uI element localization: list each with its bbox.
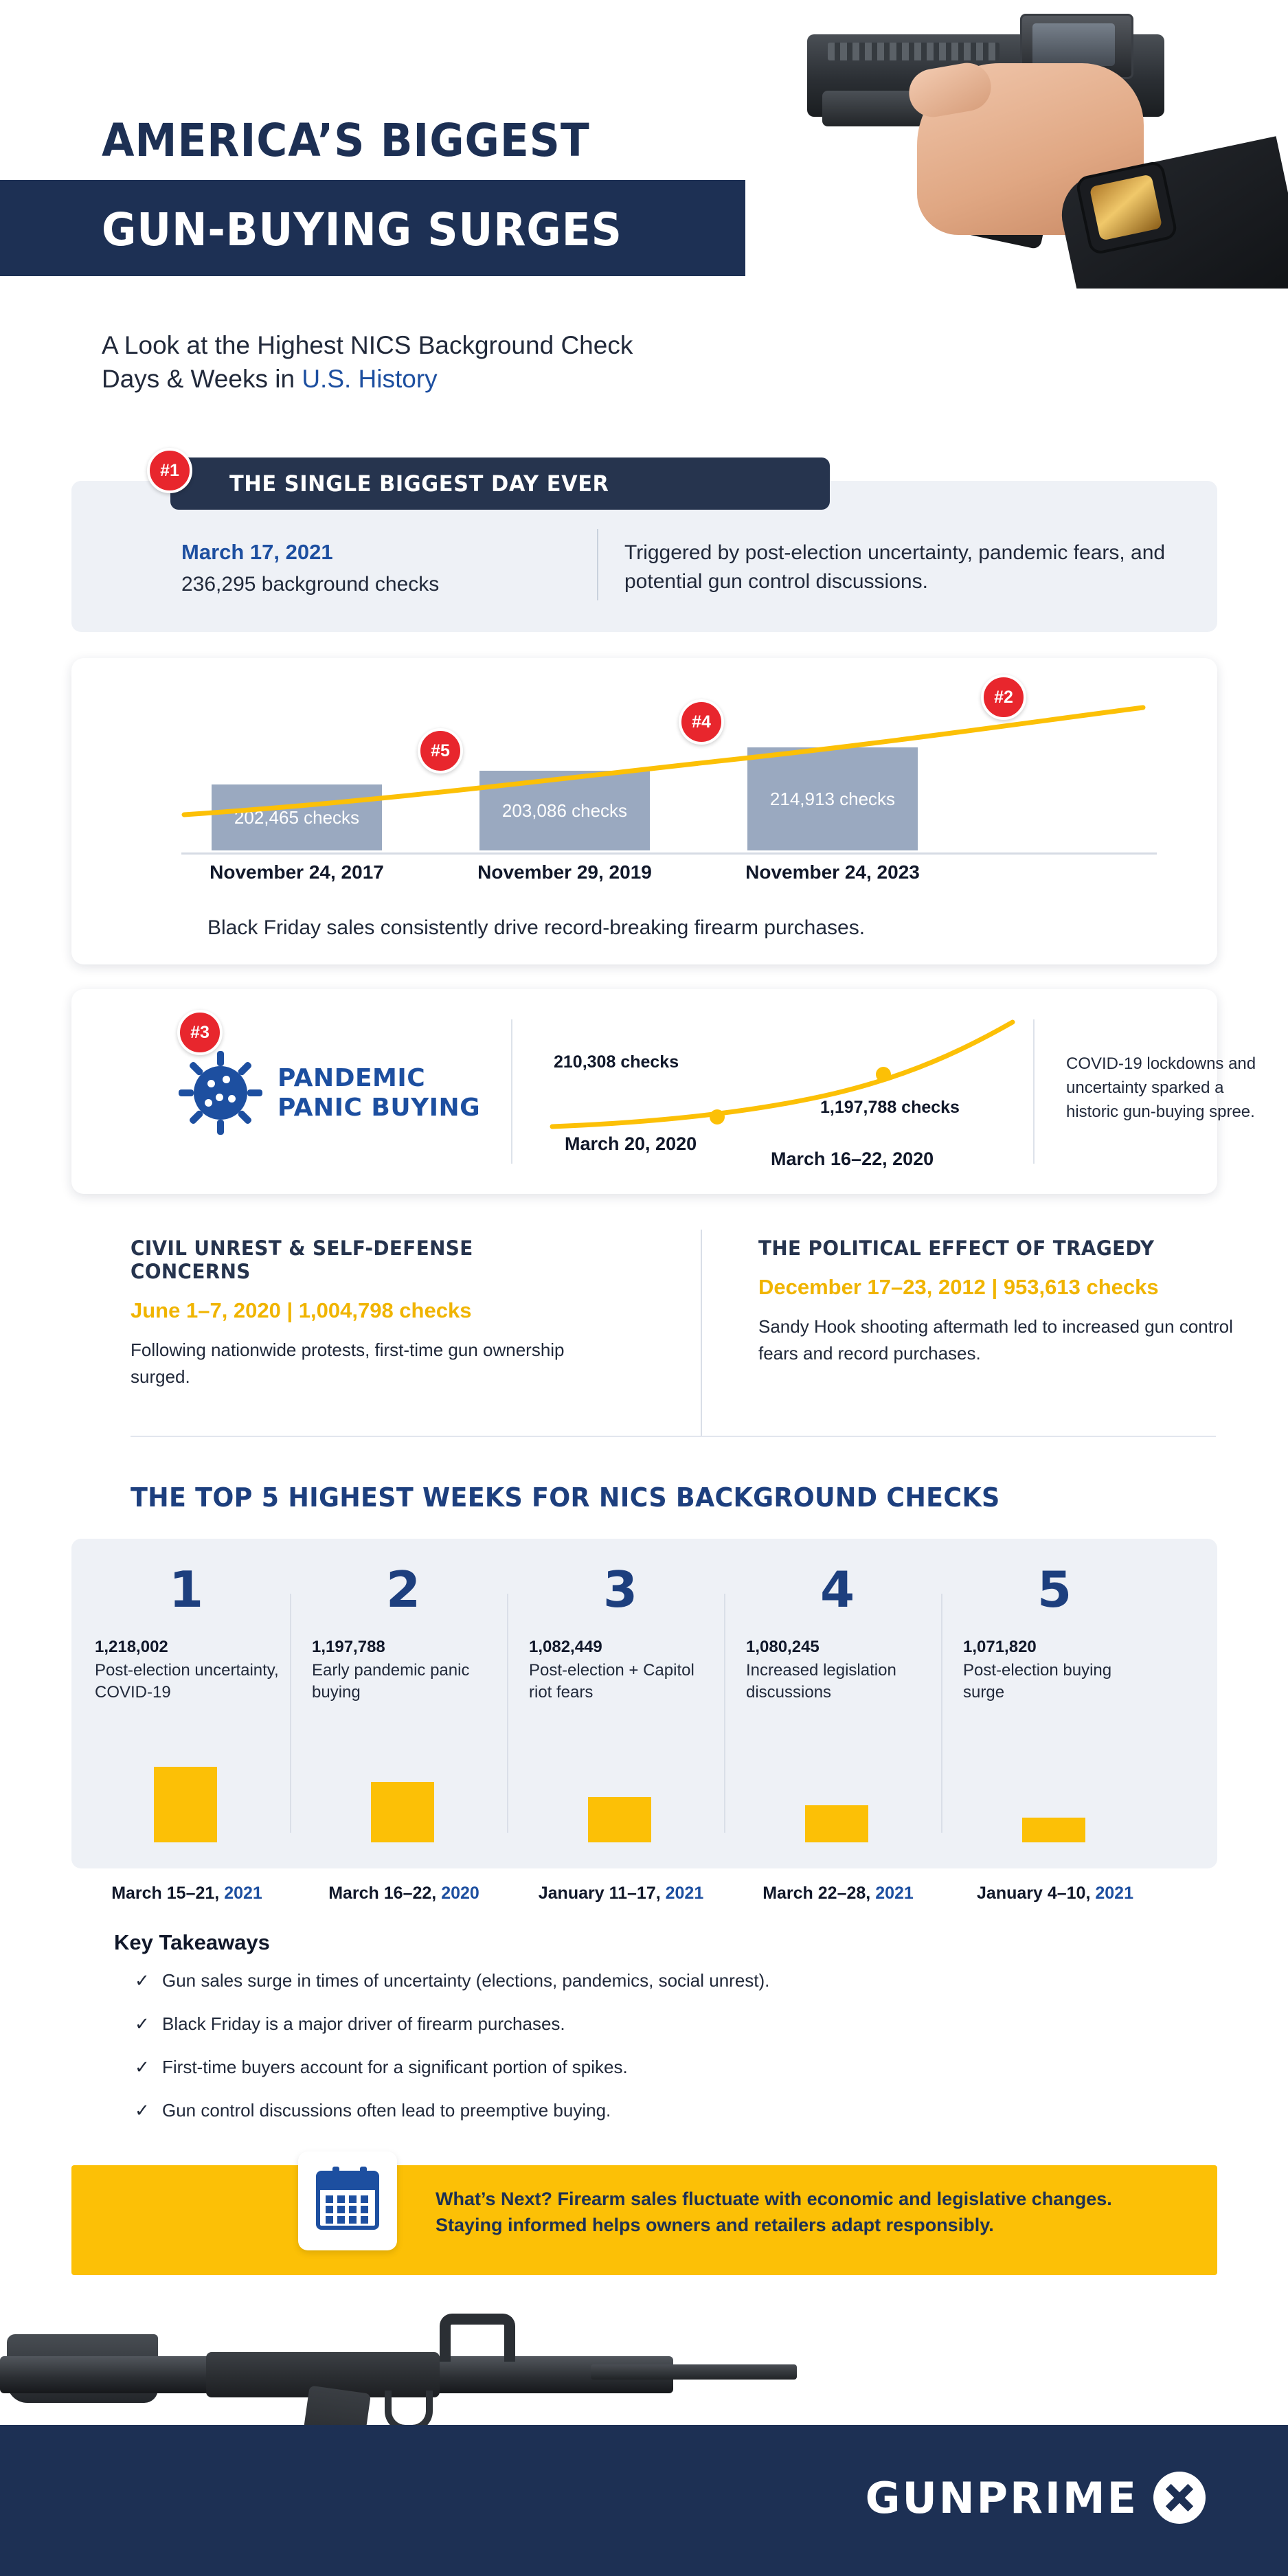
top5-column-1: [80, 1561, 293, 1842]
top5-value-5: 1,071,820: [963, 1638, 1037, 1656]
top5-column-4: [731, 1561, 944, 1842]
top5-date-2-text: March 16–22,: [328, 1884, 442, 1903]
hero-section: [0, 0, 1288, 316]
page-title-line2: GUN-BUYING SURGES: [102, 203, 622, 256]
biggest-day-panel: [71, 460, 1217, 632]
pandemic-point1-value: 210,308 checks: [554, 1052, 679, 1072]
subtitle-line2-accent: U.S. History: [302, 365, 438, 394]
top5-desc-1: Post-election uncertainty, COVID-19: [95, 1661, 279, 1702]
section-rule: [131, 1436, 1216, 1437]
black-friday-date-2023: November 24, 2023: [745, 861, 920, 883]
list-item: [135, 2013, 1165, 2035]
list-item: [135, 2100, 1165, 2121]
check-icon: ✓: [135, 2057, 150, 2077]
top5-rank-3: 3: [602, 1561, 638, 1618]
rank-badge-5: #5: [418, 728, 463, 773]
pandemic-note: COVID-19 lockdowns and uncertainty sparked a historic gun-buying spree.: [1066, 1054, 1256, 1121]
brand-name: GUNPRIME: [865, 2472, 1138, 2523]
top5-date-5-year: 2021: [1095, 1884, 1133, 1903]
top5-date-4-year: 2021: [875, 1884, 914, 1903]
rank-badge-2: #2: [981, 675, 1026, 720]
top5-bar-4: [805, 1805, 868, 1842]
top5-date-2: [287, 1884, 521, 1903]
key-takeaway-text: First-time buyers account for a significant portion of spikes.: [162, 2057, 628, 2077]
top5-title: THE TOP 5 HIGHEST WEEKS FOR NICS BACKGROUND CHECKS: [131, 1482, 1000, 1513]
top5-desc-4: Increased legislation discussions: [746, 1661, 896, 1702]
top5-date-5-text: January 4–10,: [977, 1884, 1096, 1903]
top5-bar-5: [1022, 1818, 1085, 1842]
political-tragedy-stat: December 17–23, 2012 | 953,613 checks: [758, 1275, 1159, 1299]
divider: [701, 1230, 702, 1436]
black-friday-note: Black Friday sales consistently drive record-breaking firearm purchases.: [207, 916, 866, 939]
black-friday-date-2017: November 24, 2017: [210, 861, 384, 883]
top5-desc-3: Post-election + Capitol riot fears: [529, 1661, 694, 1702]
pandemic-title-line2: PANIC BUYING: [278, 1094, 481, 1122]
subtitle-line2: [102, 362, 871, 396]
top5-value-1: 1,218,002: [95, 1638, 168, 1656]
top5-bar-3: [588, 1797, 651, 1842]
top5-desc-2: Early pandemic panic buying: [312, 1661, 470, 1702]
top5-column-5: [948, 1561, 1161, 1842]
black-friday-panel: [71, 658, 1217, 964]
cta-text: What’s Next? Firearm sales fluctuate with economic and legislative changes. Staying informed helps owners and retailers adapt responsibly.: [436, 2189, 1112, 2236]
calendar-icon-box: [298, 2151, 397, 2250]
list-item: [135, 2057, 1165, 2078]
check-icon: ✓: [135, 2013, 150, 2034]
rank-badge-1: #1: [147, 448, 192, 493]
key-takeaway-text: Gun sales surge in times of uncertainty (elections, pandemics, social unrest).: [162, 1970, 770, 1991]
key-takeaways-title: Key Takeaways: [114, 1930, 270, 1954]
key-takeaways-list: [135, 1970, 1165, 2143]
top5-rank-4: 4: [820, 1561, 855, 1618]
bar-2019-label: 203,086 checks: [501, 800, 628, 821]
x-mark-icon: [1153, 2472, 1206, 2524]
pandemic-panel: [71, 989, 1256, 1194]
pistol-photo: [745, 0, 1288, 289]
biggest-day-header: [170, 457, 830, 510]
key-takeaway-text: Black Friday is a major driver of firearm purchases.: [162, 2013, 565, 2034]
bar-2023-label: 214,913 checks: [769, 788, 896, 809]
top5-date-3-year: 2021: [665, 1884, 704, 1903]
pandemic-point2-date: March 16–22, 2020: [771, 1149, 934, 1169]
political-tragedy-column: [758, 1236, 1267, 1367]
biggest-day-note: Triggered by post-election uncertainty, pandemic fears, and potential gun control discussions.: [624, 541, 1166, 593]
subtitle-line2-plain: Days & Weeks in: [102, 365, 302, 394]
top5-date-3-text: January 11–17,: [538, 1884, 666, 1903]
civil-unrest-stat: June 1–7, 2020 | 1,004,798 checks: [131, 1298, 472, 1322]
brand-logo: [866, 2472, 1206, 2524]
top5-date-4: [721, 1884, 955, 1903]
virus-icon: [180, 1052, 261, 1133]
biggest-day-checks: 236,295 background checks: [181, 573, 440, 596]
top5-date-1: [70, 1884, 304, 1903]
divider: [511, 1019, 512, 1164]
top5-rank-1: 1: [168, 1561, 204, 1618]
top5-value-4: 1,080,245: [746, 1638, 820, 1656]
list-item: [135, 1970, 1165, 1991]
subtitle-line1: A Look at the Highest NICS Background Check: [102, 331, 633, 359]
top5-bar-2: [371, 1782, 434, 1842]
top5-value-3: 1,082,449: [529, 1638, 602, 1656]
calendar-icon: [316, 2171, 379, 2230]
top5-rank-5: 5: [1037, 1561, 1072, 1618]
civil-unrest-column: [131, 1236, 611, 1390]
check-icon: ✓: [135, 2100, 150, 2121]
pistol-rail-icon: [828, 43, 999, 60]
rifle-barrel-icon: [591, 2364, 797, 2380]
page-title-line1: AMERICA’S BIGGEST: [102, 114, 590, 167]
page-subtitle: [102, 328, 871, 396]
two-column-section: [71, 1236, 1233, 1429]
rank-badge-3: #3: [177, 1010, 223, 1055]
top5-bar-1: [154, 1767, 217, 1842]
top5-desc-5: Post-election buying surge: [963, 1661, 1112, 1702]
top5-value-2: 1,197,788: [312, 1638, 385, 1656]
civil-unrest-body: Following nationwide protests, first-time gun ownership surged.: [131, 1340, 565, 1387]
top5-date-2-year: 2020: [441, 1884, 479, 1903]
top5-chart-panel: [71, 1539, 1217, 1868]
rank-badge-4: #4: [679, 699, 724, 745]
top5-column-3: [514, 1561, 727, 1842]
pandemic-title-line1: PANDEMIC: [278, 1064, 426, 1092]
bar-2017-label: 202,465 checks: [234, 806, 360, 828]
top5-date-4-text: March 22–28,: [762, 1884, 876, 1903]
rifle-carry-handle-icon: [440, 2314, 515, 2362]
top5-rank-2: 2: [385, 1561, 421, 1618]
optic-glass: [1032, 23, 1115, 66]
divider: [1033, 1019, 1035, 1164]
top5-date-1-text: March 15–21,: [111, 1884, 225, 1903]
black-friday-date-2019: November 29, 2019: [477, 861, 652, 883]
divider: [597, 529, 598, 600]
pandemic-title: [278, 1063, 480, 1122]
political-tragedy-body: Sandy Hook shooting aftermath led to increased gun control fears and record purchases.: [758, 1316, 1233, 1364]
key-takeaway-text: Gun control discussions often lead to preemptive buying.: [162, 2100, 611, 2121]
top5-date-5: [938, 1884, 1172, 1903]
top5-date-3: [504, 1884, 738, 1903]
top5-date-1-year: 2021: [224, 1884, 262, 1903]
cta-banner: [71, 2165, 1217, 2275]
top5-column-2: [297, 1561, 510, 1842]
political-tragedy-title: THE POLITICAL EFFECT OF TRAGEDY: [758, 1236, 1155, 1260]
civil-unrest-title: CIVIL UNREST & SELF-DEFENSE CONCERNS: [131, 1236, 473, 1283]
pandemic-point1-date: March 20, 2020: [565, 1133, 697, 1154]
pandemic-point2-value: 1,197,788 checks: [820, 1098, 960, 1117]
biggest-day-heading: THE SINGLE BIGGEST DAY EVER: [229, 471, 609, 497]
biggest-day-date: March 17, 2021: [181, 540, 333, 564]
check-icon: ✓: [135, 1970, 150, 1991]
